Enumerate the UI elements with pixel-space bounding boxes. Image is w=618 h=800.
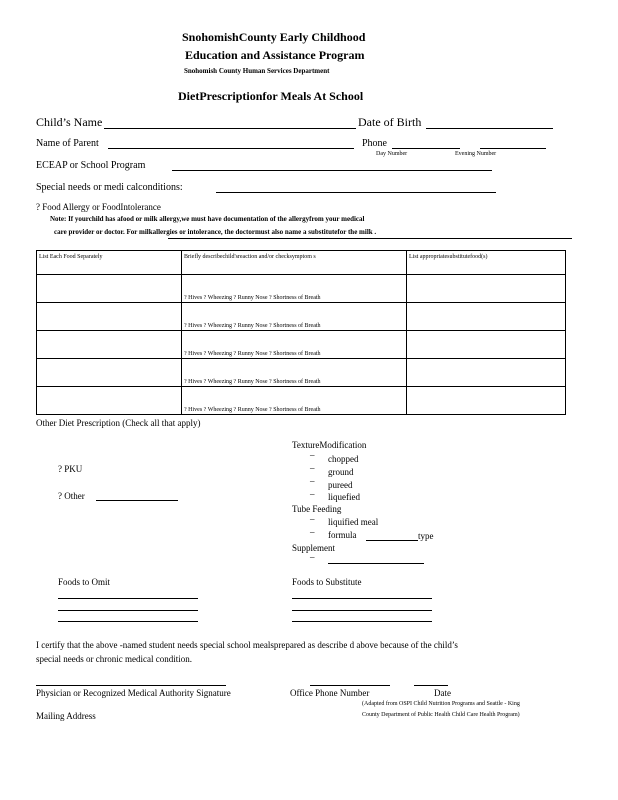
- tube-feeding-title: Tube Feeding: [292, 504, 342, 514]
- texture-pureed[interactable]: pureed: [328, 480, 353, 490]
- substitute-line[interactable]: [292, 621, 432, 622]
- supplement-label: Supplement: [292, 543, 335, 553]
- tube-liquified-meal[interactable]: liquified meal: [328, 517, 379, 527]
- adapted-note-line-1: (Adapted from OSPI Child Nutrition Programs and Seattle - King: [362, 701, 520, 707]
- food-cell[interactable]: [37, 387, 182, 415]
- evening-phone-field[interactable]: [480, 148, 546, 149]
- substitute-line[interactable]: [292, 598, 432, 599]
- texture-chopped[interactable]: chopped: [328, 454, 359, 464]
- dash-bullet: –: [310, 450, 315, 460]
- food-allergy-checkbox[interactable]: ? Food Allergy or FoodIntolerance: [36, 202, 161, 212]
- certify-line-2: special needs or chronic medical condition.: [36, 654, 192, 664]
- dash-bullet: –: [310, 552, 315, 562]
- symptoms-cell[interactable]: ? Hives ? Wheezing ? Runny Nose ? Shortness of Breath: [182, 303, 407, 331]
- other-field[interactable]: [96, 500, 178, 501]
- omit-line[interactable]: [58, 598, 198, 599]
- table-row: [37, 359, 566, 387]
- phone-label: Phone: [362, 138, 387, 149]
- supplement-field[interactable]: [328, 563, 424, 564]
- childs-name-field[interactable]: [104, 128, 356, 129]
- substitute-cell[interactable]: [407, 275, 566, 303]
- other-checkbox[interactable]: ? Other: [58, 491, 85, 501]
- dash-bullet: –: [310, 514, 315, 524]
- day-phone-field[interactable]: [392, 148, 460, 149]
- date-label: Date: [434, 688, 451, 698]
- foods-to-omit-label: Foods to Omit: [58, 577, 111, 587]
- food-cell[interactable]: [37, 275, 182, 303]
- office-phone-field[interactable]: [310, 685, 390, 686]
- omit-line[interactable]: [58, 610, 198, 611]
- signature-field[interactable]: [36, 685, 226, 686]
- header-line-2: Education and Assistance Program: [185, 48, 365, 62]
- allergy-note-underline: [168, 238, 572, 239]
- header-line-1: SnohomishCounty Early Childhood: [182, 30, 366, 44]
- table-row: [37, 331, 566, 359]
- symptoms-cell[interactable]: ? Hives ? Wheezing ? Runny Nose ? Shortness of Breath: [182, 359, 407, 387]
- physician-signature-label: Physician or Recognized Medical Authority Signature: [36, 688, 231, 698]
- food-cell[interactable]: [37, 303, 182, 331]
- type-label: type: [418, 531, 434, 541]
- food-cell[interactable]: [37, 331, 182, 359]
- header-line-3: Snohomish County Human Services Department: [184, 67, 330, 75]
- allergy-note-line-1: Note: If yourchild has afood or milk allergy,we must have documentation of the allergyfrom your medical: [50, 215, 365, 223]
- table-row: [37, 303, 566, 331]
- symptoms-cell[interactable]: ? Hives ? Wheezing ? Runny Nose ? Shortness of Breath: [182, 331, 407, 359]
- omit-line[interactable]: [58, 621, 198, 622]
- allergy-note-line-2: care provider or doctor. For milkallergies or intolerance, the doctormust also name a substitutefor the milk .: [54, 228, 377, 236]
- substitute-cell[interactable]: [407, 359, 566, 387]
- special-needs-field[interactable]: [216, 192, 496, 193]
- office-phone-label: Office Phone Number: [290, 688, 370, 698]
- program-field[interactable]: [172, 170, 492, 171]
- childs-name-label: Child’s Name: [36, 115, 103, 129]
- symptoms-cell[interactable]: ? Hives ? Wheezing ? Runny Nose ? Shortness of Breath: [182, 275, 407, 303]
- dob-field[interactable]: [426, 128, 553, 129]
- adapted-note-line-2: County Department of Public Health Child Care Health Program): [362, 712, 520, 718]
- dash-bullet: –: [310, 489, 315, 499]
- tube-formula[interactable]: formula: [328, 530, 357, 540]
- date-field[interactable]: [414, 685, 448, 686]
- mailing-address-label: Mailing Address: [36, 711, 96, 721]
- parent-label: Name of Parent: [36, 138, 99, 149]
- day-number-label: Day Number: [376, 151, 408, 157]
- dash-bullet: –: [310, 463, 315, 473]
- food-allergy-table: [36, 250, 566, 415]
- form-title: DietPrescriptionfor Meals At School: [178, 89, 364, 103]
- parent-field[interactable]: [108, 148, 354, 149]
- evening-number-label: Evening Number: [455, 151, 497, 157]
- dob-label: Date of Birth: [358, 115, 422, 129]
- texture-liquefied[interactable]: liquefied: [328, 492, 360, 502]
- dash-bullet: –: [310, 476, 315, 486]
- table-row: [37, 387, 566, 415]
- texture-title: TextureModification: [292, 440, 367, 450]
- pku-checkbox[interactable]: ? PKU: [58, 464, 83, 474]
- special-needs-label: Special needs or medi calconditions:: [36, 182, 183, 193]
- foods-to-substitute-label: Foods to Substitute: [292, 577, 362, 587]
- certify-line-1: I certify that the above -named student needs special school mealsprepared as describe d above because of the child’s: [36, 640, 458, 650]
- food-cell[interactable]: [37, 359, 182, 387]
- substitute-cell[interactable]: [407, 303, 566, 331]
- table-row: [37, 275, 566, 303]
- substitute-cell[interactable]: [407, 387, 566, 415]
- program-label: ECEAP or School Program: [36, 160, 146, 171]
- col-reaction: Briefly describechild'sreaction and/or checksymptom s: [182, 251, 407, 275]
- formula-type-field[interactable]: [366, 540, 418, 541]
- substitute-line[interactable]: [292, 610, 432, 611]
- dash-bullet: –: [310, 527, 315, 537]
- symptoms-cell[interactable]: ? Hives ? Wheezing ? Runny Nose ? Shortness of Breath: [182, 387, 407, 415]
- other-diet-title: Other Diet Prescription (Check all that apply): [36, 418, 201, 428]
- texture-ground[interactable]: ground: [328, 467, 354, 477]
- col-substitute: List appropriatesubstitutefood(s): [407, 251, 566, 275]
- col-list-food: List Each Food Separately: [37, 251, 182, 275]
- substitute-cell[interactable]: [407, 331, 566, 359]
